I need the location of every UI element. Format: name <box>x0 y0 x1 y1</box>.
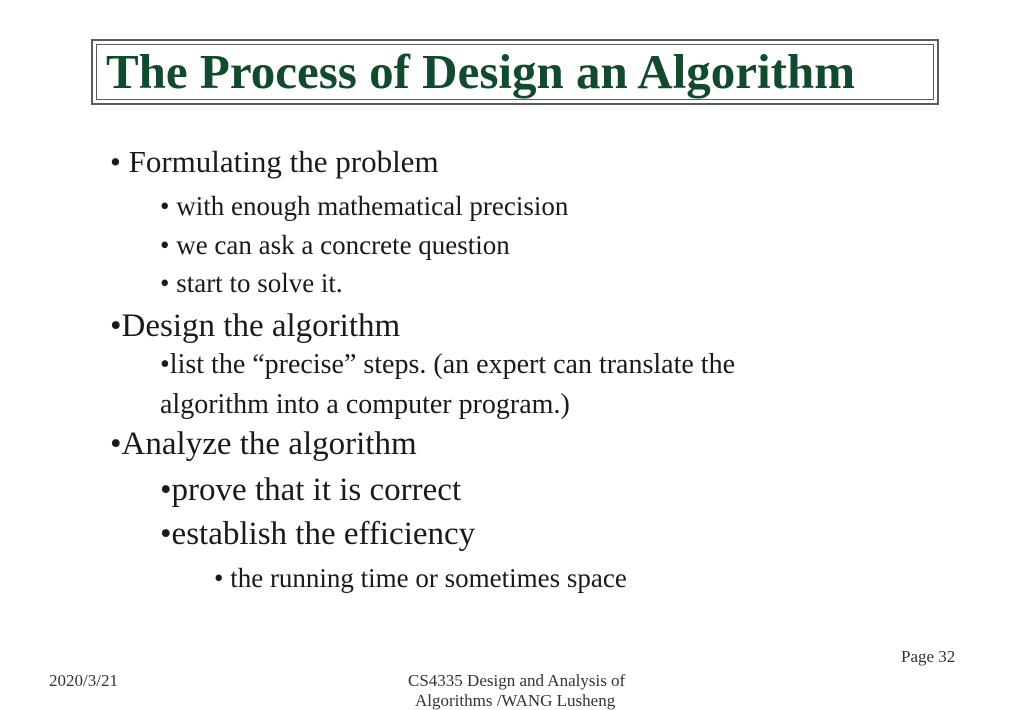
bullet-design-algorithm: •Design the algorithm <box>110 308 401 344</box>
footer-date: 2020/3/21 <box>49 671 118 690</box>
bullet-running-time: • the running time or sometimes space <box>214 563 627 593</box>
bullet-mathematical-precision: • with enough mathematical precision <box>160 191 569 221</box>
footer-course-line1: CS4335 Design and Analysis of <box>408 671 626 690</box>
title-box <box>91 39 939 105</box>
slide-title: The Process of Design an Algorithm <box>106 44 856 99</box>
bullet-list-precise-steps: •list the “precise” steps. (an expert can translate the <box>160 349 735 380</box>
bullet-start-to-solve: • start to solve it. <box>160 268 343 298</box>
bullet-establish-efficiency: •establish the efficiency <box>160 516 476 552</box>
bullet-list-precise-steps-cont: algorithm into a computer program.) <box>160 389 570 420</box>
bullet-concrete-question: • we can ask a concrete question <box>160 230 510 260</box>
bullet-analyze-algorithm: •Analyze the algorithm <box>110 426 417 462</box>
page-number: Page 32 <box>901 647 956 666</box>
bullet-formulating: • Formulating the problem <box>110 144 439 179</box>
bullet-prove-correct: •prove that it is correct <box>160 472 462 508</box>
footer-course-line2: Algorithms /WANG Lusheng <box>415 691 616 710</box>
